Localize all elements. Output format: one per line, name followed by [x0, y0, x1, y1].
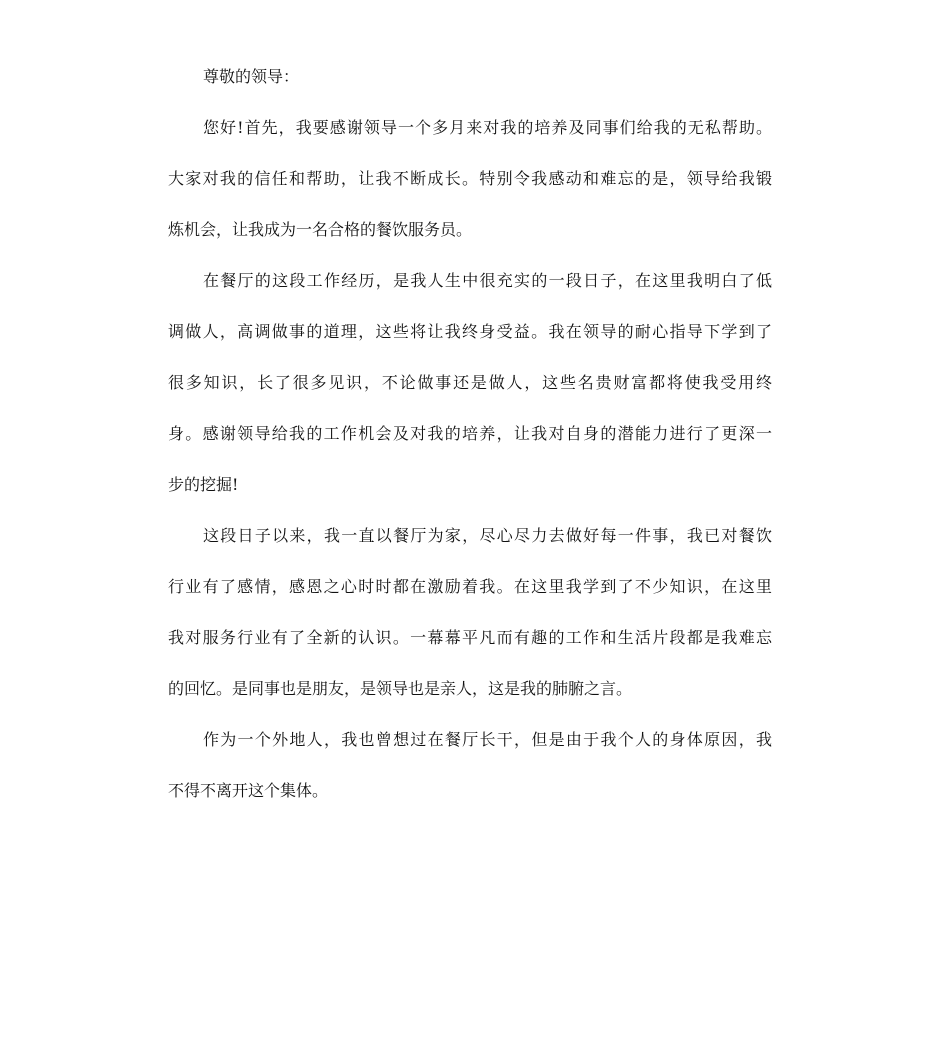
paragraph — [168, 110, 772, 263]
salutation: 尊敬的领导： — [203, 67, 300, 86]
paragraph — [168, 722, 772, 824]
paragraph-line: 炼机会，让我成为一名合格的餐饮服务员。 — [168, 220, 473, 239]
paragraph-line: 这段日子以来，我一直以餐厅为家，尽心尽力去做好每一件事，我已对餐饮 — [203, 526, 772, 545]
paragraph-line: 的回忆。是同事也是朋友，是领导也是亲人，这是我的肺腑之言。 — [168, 679, 633, 698]
paragraph-line: 您好!首先，我要感谢领导一个多月来对我的培养及同事们给我的无私帮助。 — [203, 118, 772, 137]
paragraph — [168, 518, 772, 722]
letter-body — [168, 59, 772, 824]
paragraph-line: 身。感谢领导给我的工作机会及对我的培养，让我对自身的潜能力进行了更深一 — [168, 424, 772, 443]
paragraph-line: 在餐厅的这段工作经历，是我人生中很充实的一段日子，在这里我明白了低 — [203, 271, 772, 290]
paragraph-line: 调做人，高调做事的道理，这些将让我终身受益。我在领导的耐心指导下学到了 — [168, 322, 772, 341]
paragraph-line: 步的挖掘! — [168, 475, 239, 494]
paragraph-line: 我对服务行业有了全新的认识。一幕幕平凡而有趣的工作和生活片段都是我难忘 — [168, 628, 772, 647]
paragraph — [168, 263, 772, 518]
paragraph-line: 很多知识，长了很多见识，不论做事还是做人，这些名贵财富都将使我受用终 — [168, 373, 772, 392]
paragraph-line: 作为一个外地人，我也曾想过在餐厅长干，但是由于我个人的身体原因，我 — [203, 730, 772, 749]
paragraph-line: 大家对我的信任和帮助，让我不断成长。特别令我感动和难忘的是，领导给我锻 — [168, 169, 772, 188]
paragraph-line: 不得不离开这个集体。 — [168, 781, 329, 800]
paragraph-line: 行业有了感情，感恩之心时时都在激励着我。在这里我学到了不少知识，在这里 — [168, 577, 772, 596]
